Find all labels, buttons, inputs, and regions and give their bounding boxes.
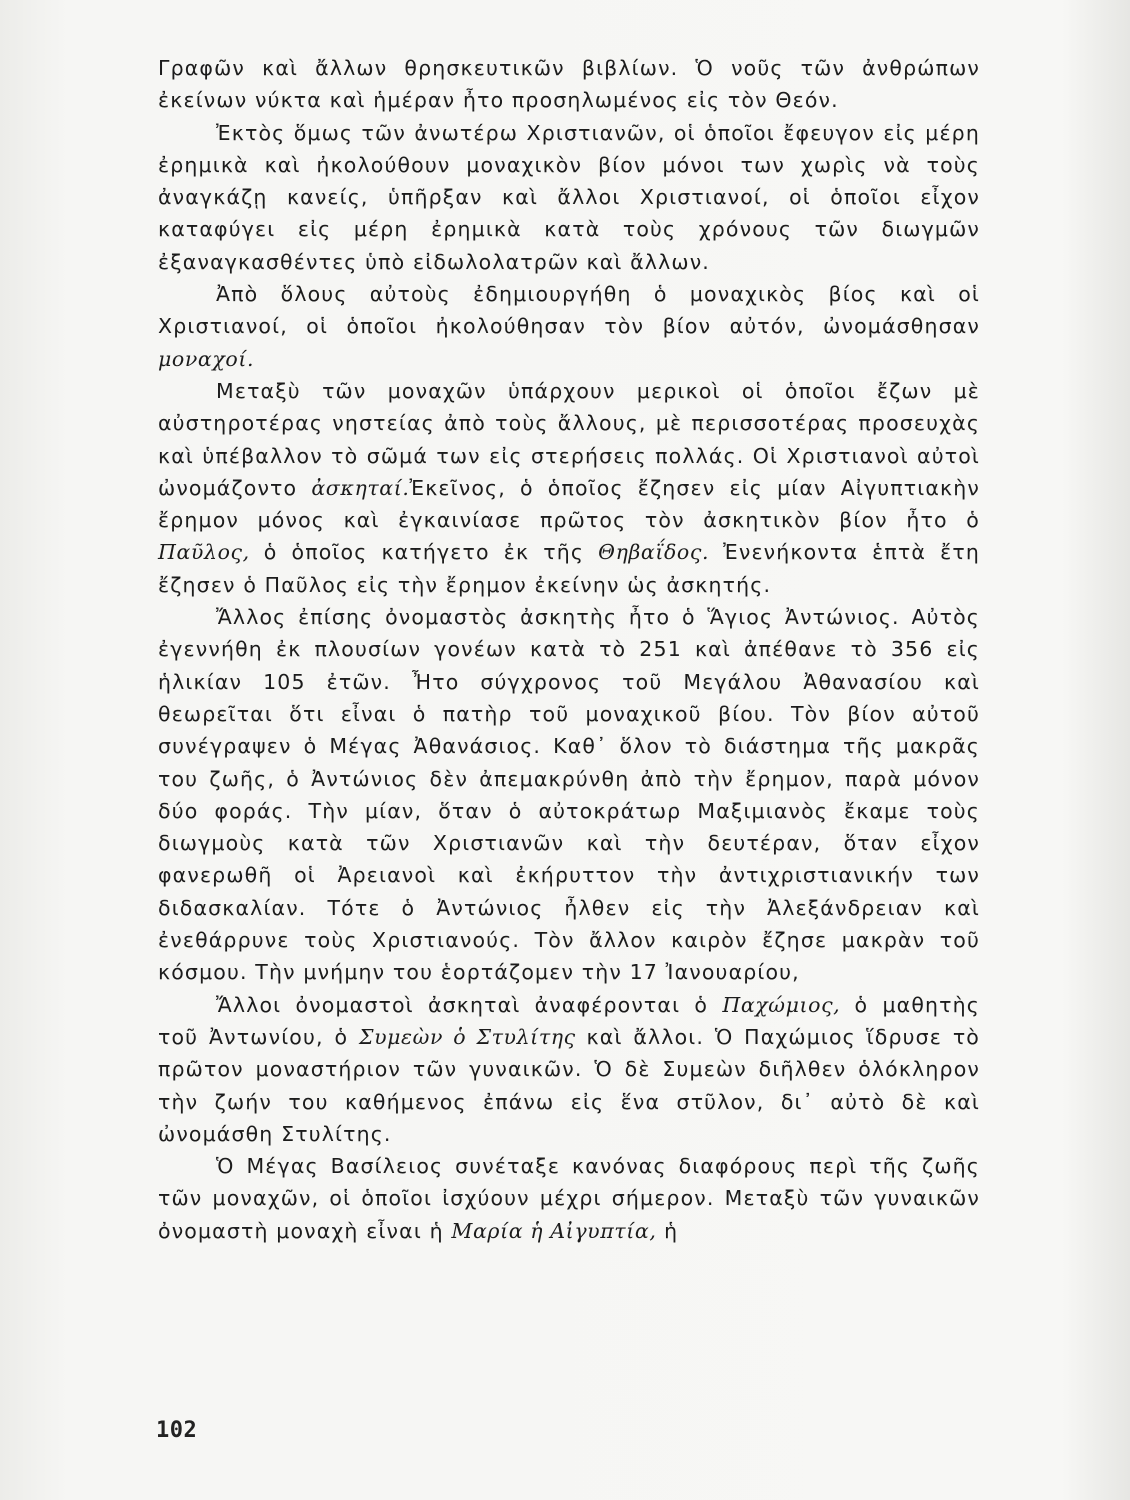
italic-term: Συμεὼν ὁ Στυλίτης bbox=[358, 1024, 576, 1049]
paragraph-2 bbox=[158, 117, 980, 278]
paragraph-6 bbox=[158, 989, 980, 1150]
italic-term: ἀσκηταί. bbox=[311, 475, 410, 500]
text-run: Γραφῶν καὶ ἄλλων θρησκευτικῶν βιβλίων. Ὁ νοῦς τῶν ἀνθρώπων ἐκείνων νύκτα καὶ ἡμέραν ἦτο προσηλωμένος εἰς τὸν Θεόν. bbox=[158, 56, 980, 113]
italic-term: Μαρία ἡ Αἰγυπτία, bbox=[451, 1218, 657, 1243]
paragraph-1 bbox=[158, 52, 980, 117]
text-run: ὁ ὁποῖος κατήγετο ἐκ τῆς bbox=[249, 540, 599, 565]
paragraph-4 bbox=[158, 375, 980, 601]
text-run: Μεταξὺ τῶν μοναχῶν ὑπάρχουν μερικοὶ οἱ ὁποῖοι ἔζων μὲ αὐστηροτέρας νηστείας ἀπὸ τοὺς ἄλλους, μὲ περισσοτέρας προσευχὰς καὶ ὑπέβαλλον τὸ σῶμά των εἰς στερήσεις πολλάς. Οἱ Χριστιανοὶ αὐτοὶ ὠνομάζοντο bbox=[158, 378, 980, 500]
italic-term: Παχώμιος, bbox=[722, 992, 841, 1017]
text-run: ὁ μαθητὴς τοῦ Ἀντωνίου, ὁ bbox=[158, 992, 980, 1049]
italic-term: Θηβαΐδος. bbox=[598, 540, 710, 565]
paragraph-3 bbox=[158, 278, 980, 375]
italic-term: Παῦλος, bbox=[158, 540, 250, 565]
text-run: Ἀπὸ ὅλους αὐτοὺς ἐδημιουργήθη ὁ μοναχικὸς βίος καὶ οἱ Χριστιανοί, οἱ ὁποῖοι ἠκολούθησαν τὸν βίον αὐτόν, ὠνομάσθησαν bbox=[158, 282, 980, 339]
page-body bbox=[158, 52, 980, 1247]
paragraph-5 bbox=[158, 601, 980, 989]
text-run: Ἄλλος ἐπίσης ὀνομαστὸς ἀσκητὴς ἦτο ὁ Ἅγιος Ἀντώνιος. Αὐτὸς ἐγεννήθη ἐκ πλουσίων γονέων κατὰ τὸ 251 καὶ ἀπέθανε τὸ 356 εἰς ἡλικίαν 105 ἐτῶν. Ἦτο σύγχρονος τοῦ Μεγάλου Ἀθανασίου καὶ θεωρεῖται ὅτι εἶναι ὁ πατὴρ τοῦ μοναχικοῦ βίου. Τὸν βίον αὐτοῦ συνέγραψεν ὁ Μέγας Ἀθανάσιος. Καθ᾽ ὅλον τὸ διάστημα τῆς μακρᾶς του ζωῆς, ὁ Ἀντώνιος δὲν ἀπεμακρύνθη ἀπὸ τὴν ἔρημον, παρὰ μόνον δύο φοράς. Τὴν μίαν, ὅταν ὁ αὐτοκράτωρ Μαξιμιανὸς ἔκαμε τοὺς διωγμοὺς κατὰ τῶν Χριστιανῶν καὶ τὴν δευτέραν, ὅταν εἶχον φανερωθῆ οἱ Ἀρειανοὶ καὶ ἐκήρυττον τὴν ἀντιχριστιανικήν των διδασκαλίαν. Τότε ὁ Ἀντώνιος ἦλθεν εἰς τὴν Ἀλεξάνδρειαν καὶ ἐνεθάρρυνε τοὺς Χριστιανούς. Τὸν ἄλλον καιρὸν ἔζησε μακρὰν τοῦ κόσμου. Τὴν μνήμην του ἑορτάζομεν τὴν 17 Ἰανουαρίου, bbox=[158, 605, 980, 985]
page-number: 102 bbox=[156, 1418, 198, 1443]
text-run: Ἐκεῖνος, ὁ ὁποῖος ἔζησεν εἰς μίαν Αἰγυπτιακὴν ἔρημον μόνος καὶ ἐγκαινίασε πρῶτος τὸν ἀσκητικὸν βίον ἦτο ὁ bbox=[158, 475, 980, 533]
text-run: Ὁ Μέγας Βασίλειος συνέταξε κανόνας διαφόρους περὶ τῆς ζωῆς τῶν μοναχῶν, οἱ ὁποῖοι ἰσχύουν μέχρι σήμερον. Μεταξὺ τῶν γυναικῶν ὀνομαστὴ μοναχὴ εἶναι ἡ bbox=[158, 1154, 980, 1243]
paragraph-7 bbox=[158, 1150, 980, 1247]
text-run: Ἐκτὸς ὅμως τῶν ἀνωτέρω Χριστιανῶν, οἱ ὁποῖοι ἔφευγον εἰς μέρη ἐρημικὰ καὶ ἠκολούθουν μοναχικὸν βίον μόνοι των χωρὶς νὰ τοὺς ἀναγκάζῃ κανείς, ὑπῆρξαν καὶ ἄλλοι Χριστιανοί, οἱ ὁποῖοι εἶχον καταφύγει εἰς μέρη ἐρημικὰ κατὰ τοὺς χρόνους τῶν διωγμῶν ἐξαναγκασθέντες ὑπὸ εἰδωλολατρῶν καὶ ἄλλων. bbox=[158, 120, 980, 274]
text-run: ἡ bbox=[656, 1218, 679, 1243]
text-run: Ἄλλοι ὀνομαστοὶ ἀσκηταὶ ἀναφέρονται ὁ bbox=[216, 992, 723, 1017]
text-run: καὶ ἄλλοι. Ὁ Παχώμιος ἵδρυσε τὸ πρῶτον μοναστήριον τῶν γυναικῶν. Ὁ δὲ Συμεὼν διῆλθεν ὁλόκληρον τὴν ζωήν του καθήμενος ἐπάνω εἰς ἕνα στῦλον, δι᾽ αὐτὸ δὲ καὶ ὠνομάσθη Στυλίτης. bbox=[158, 1024, 981, 1146]
italic-term: μοναχοί. bbox=[158, 346, 255, 371]
text-run: Ἐνενήκοντα ἑπτὰ ἔτη ἔζησεν ὁ Παῦλος εἰς τὴν ἔρημον ἐκείνην ὡς ἀσκητής. bbox=[158, 540, 980, 597]
